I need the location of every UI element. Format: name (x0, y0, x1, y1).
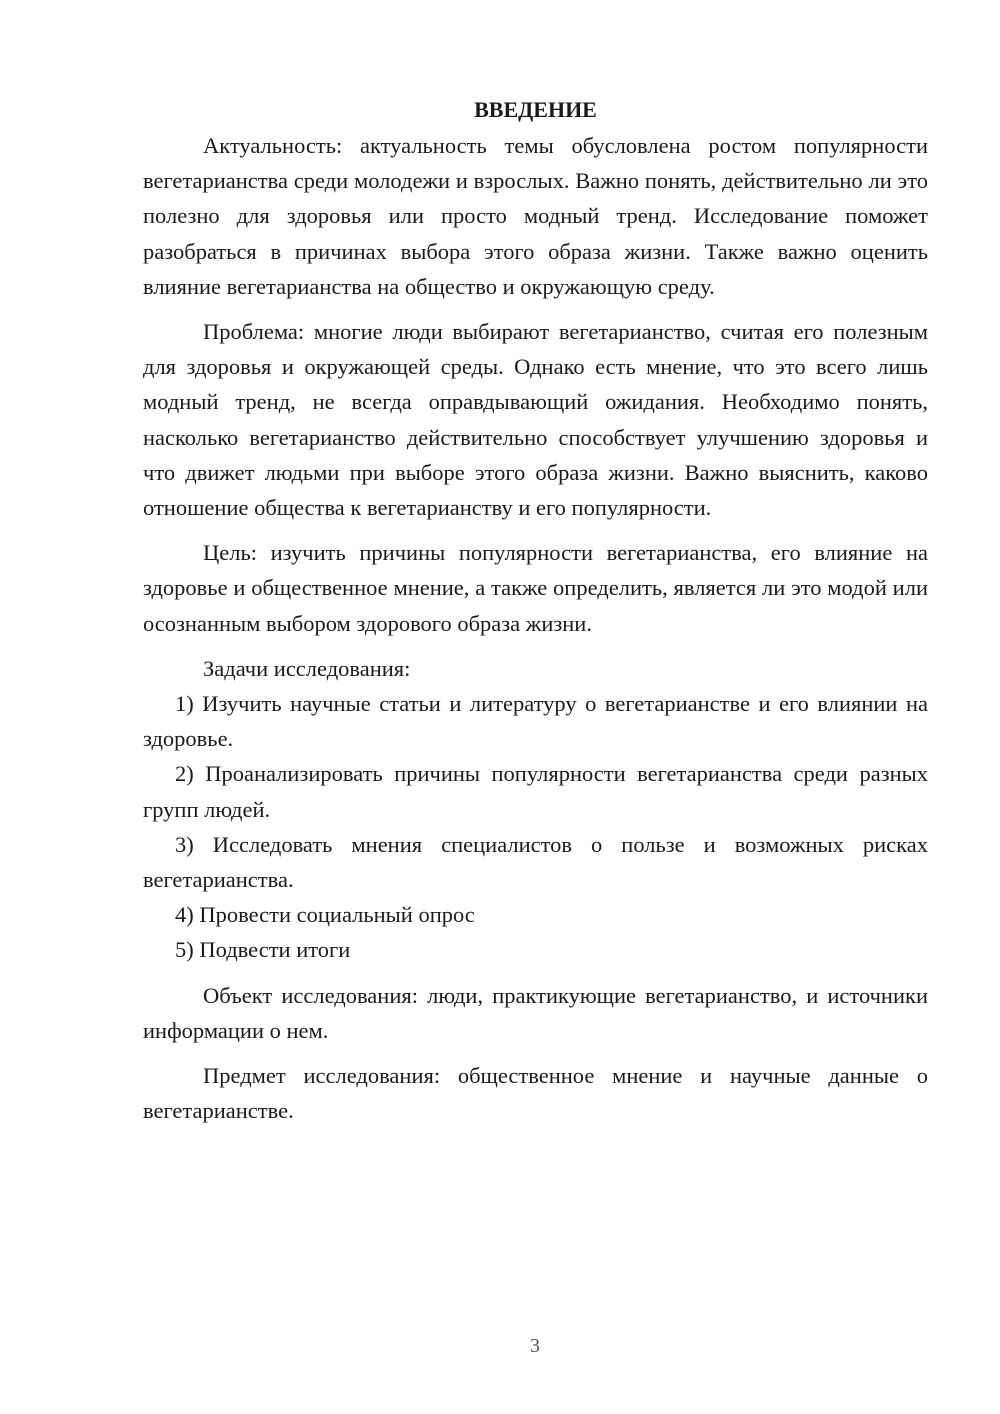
paragraph-relevance: Актуальность: актуальность темы обусловлена ростом популярности вегетарианства среди молодежи и взрослых. Важно понять, действительно ли это полезно для здоровья или просто модный тренд. Исследование поможет разобраться в причинах выбора этого образа жизни. Также важно оценить влияние вегетарианства на общество и окружающую среду. (143, 133, 928, 299)
task-item-3: 3) Исследовать мнения специалистов о пользе и возможных рисках вегетарианства. (143, 831, 928, 893)
page-title: ВВЕДЕНИЕ (474, 97, 597, 122)
paragraph-goal: Цель: изучить причины популярности вегетарианства, его влияние на здоровье и общественное мнение, а также определить, является ли это модой или осознанным выбором здорового образа жизни. (143, 540, 928, 636)
paragraph-object: Объект исследования: люди, практикующие вегетарианство, и источники информации о нем. (143, 982, 928, 1043)
task-item-4: 4) Провести социальный опрос (175, 902, 475, 928)
document-page (143, 92, 928, 1128)
page-number: 3 (530, 1335, 540, 1357)
tasks-heading: Задачи исследования: (203, 655, 411, 681)
task-item-5: 5) Подвести итоги (175, 937, 351, 963)
paragraph-problem: Проблема: многие люди выбирают вегетарианство, считая его полезным для здоровья и окружающей среды. Однако есть мнение, что это всего лишь модный тренд, не всегда оправдывающий ожидания. Необходимо понять, насколько вегетарианство действительно способствует улучшению здоровья и что движет людьми при выборе этого образа жизни. Важно выяснить, каково отношение общества к вегетарианству и его популярности. (143, 319, 928, 521)
task-item-1: 1) Изучить научные статьи и литературу о вегетарианстве и его влиянии на здоровье. (143, 691, 928, 752)
task-item-2: 2) Проанализировать причины популярности вегетарианства среди разных групп людей. (143, 761, 928, 822)
paragraph-subject: Предмет исследования: общественное мнение и научные данные о вегетарианстве. (143, 1063, 928, 1124)
